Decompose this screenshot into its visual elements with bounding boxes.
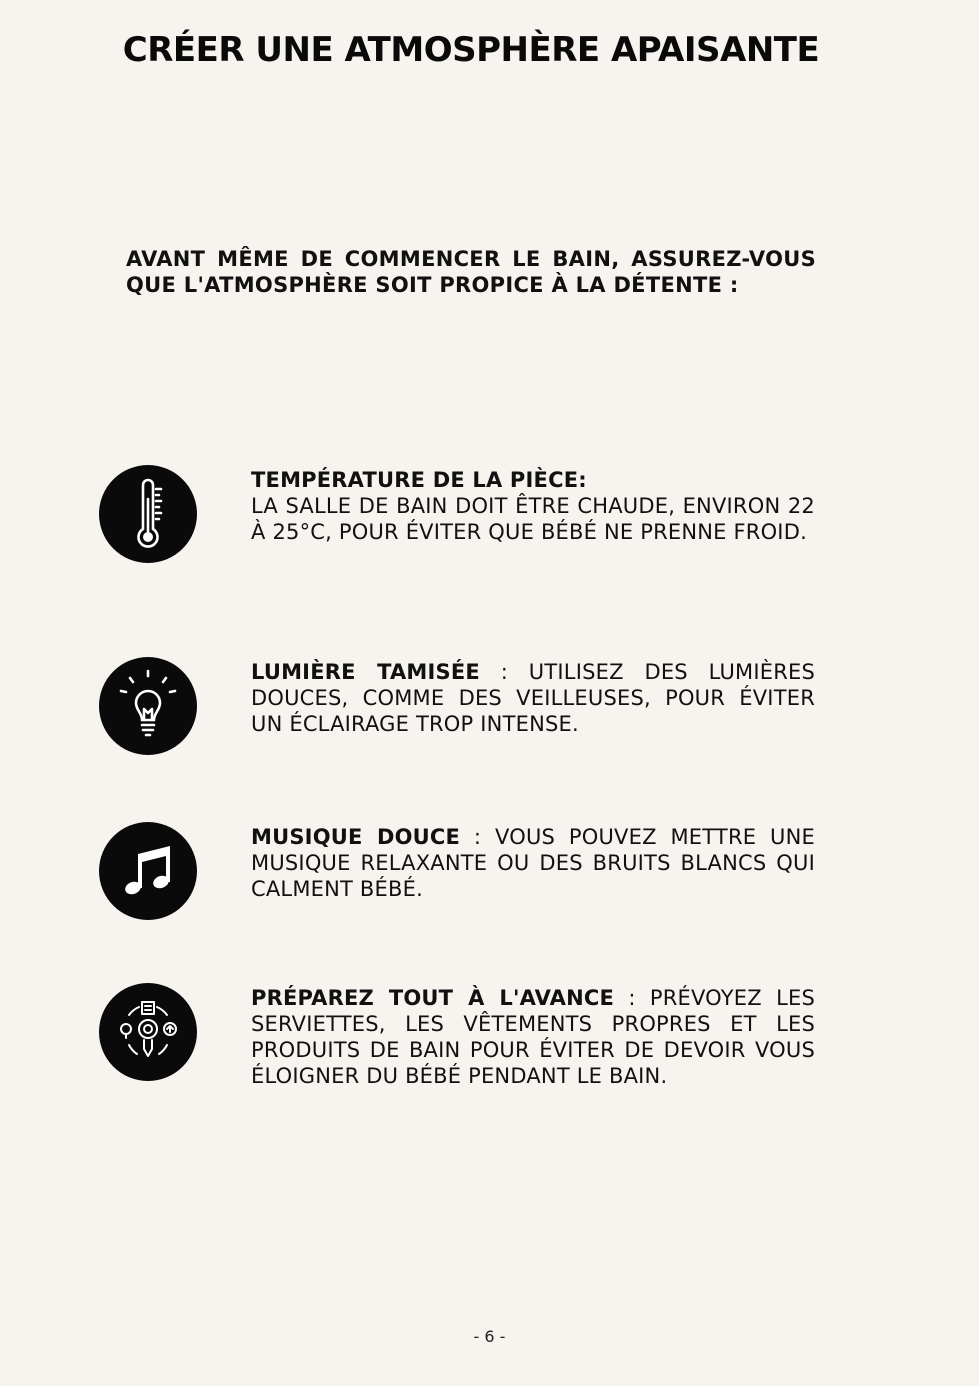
thermometer-icon	[99, 465, 197, 563]
tip-description: LA SALLE DE BAIN DOIT ÊTRE CHAUDE, ENVIRON 22 À 25°C, POUR ÉVITER QUE BÉBÉ NE PRENNE FROID.	[251, 494, 815, 544]
tip-description: PRÉVOYEZ LES SERVIETTES, LES VÊTEMENTS PROPRES ET LES PRODUITS DE BAIN POUR ÉVITER DE DEVOIR VOUS ÉLOIGNER DU BÉBÉ PENDANT LE BAIN.	[251, 986, 815, 1088]
tip-separator: :	[460, 825, 496, 849]
intro-line-1: AVANT MÊME DE COMMENCER LE BAIN, ASSUREZ-VOUS	[126, 247, 816, 271]
intro-paragraph	[126, 246, 816, 298]
tip-description: VOUS POUVEZ METTRE UNE MUSIQUE RELAXANTE OU DES BRUITS BLANCS QUI CALMENT BÉBÉ.	[251, 825, 815, 901]
tip-separator: :	[614, 986, 650, 1010]
page-title: CRÉER UNE ATMOSPHÈRE APAISANTE	[122, 30, 820, 70]
tip-separator: :	[578, 468, 587, 492]
tip-description: UTILISEZ DES LUMIÈRES DOUCES, COMME DES VEILLEUSES, POUR ÉVITER UN ÉCLAIRAGE TROP INTENSE.	[251, 660, 815, 736]
tip-text	[251, 467, 815, 545]
preparation-gear-icon	[99, 983, 197, 1081]
tip-label: TEMPÉRATURE DE LA PIÈCE	[251, 468, 579, 492]
page-number: - 6 -	[473, 1327, 506, 1346]
music-note-icon	[99, 822, 197, 920]
tip-label: PRÉPAREZ TOUT À L'AVANCE	[251, 986, 615, 1010]
intro-line-2: QUE L'ATMOSPHÈRE SOIT PROPICE À LA DÉTENTE :	[126, 273, 739, 297]
tip-label: MUSIQUE DOUCE	[251, 825, 461, 849]
tip-label: LUMIÈRE TAMISÉE	[251, 660, 480, 684]
tip-separator: :	[479, 660, 529, 684]
tip-text	[251, 985, 815, 1089]
tip-text	[251, 824, 815, 902]
light-bulb-icon	[99, 657, 197, 755]
tip-text	[251, 659, 815, 737]
